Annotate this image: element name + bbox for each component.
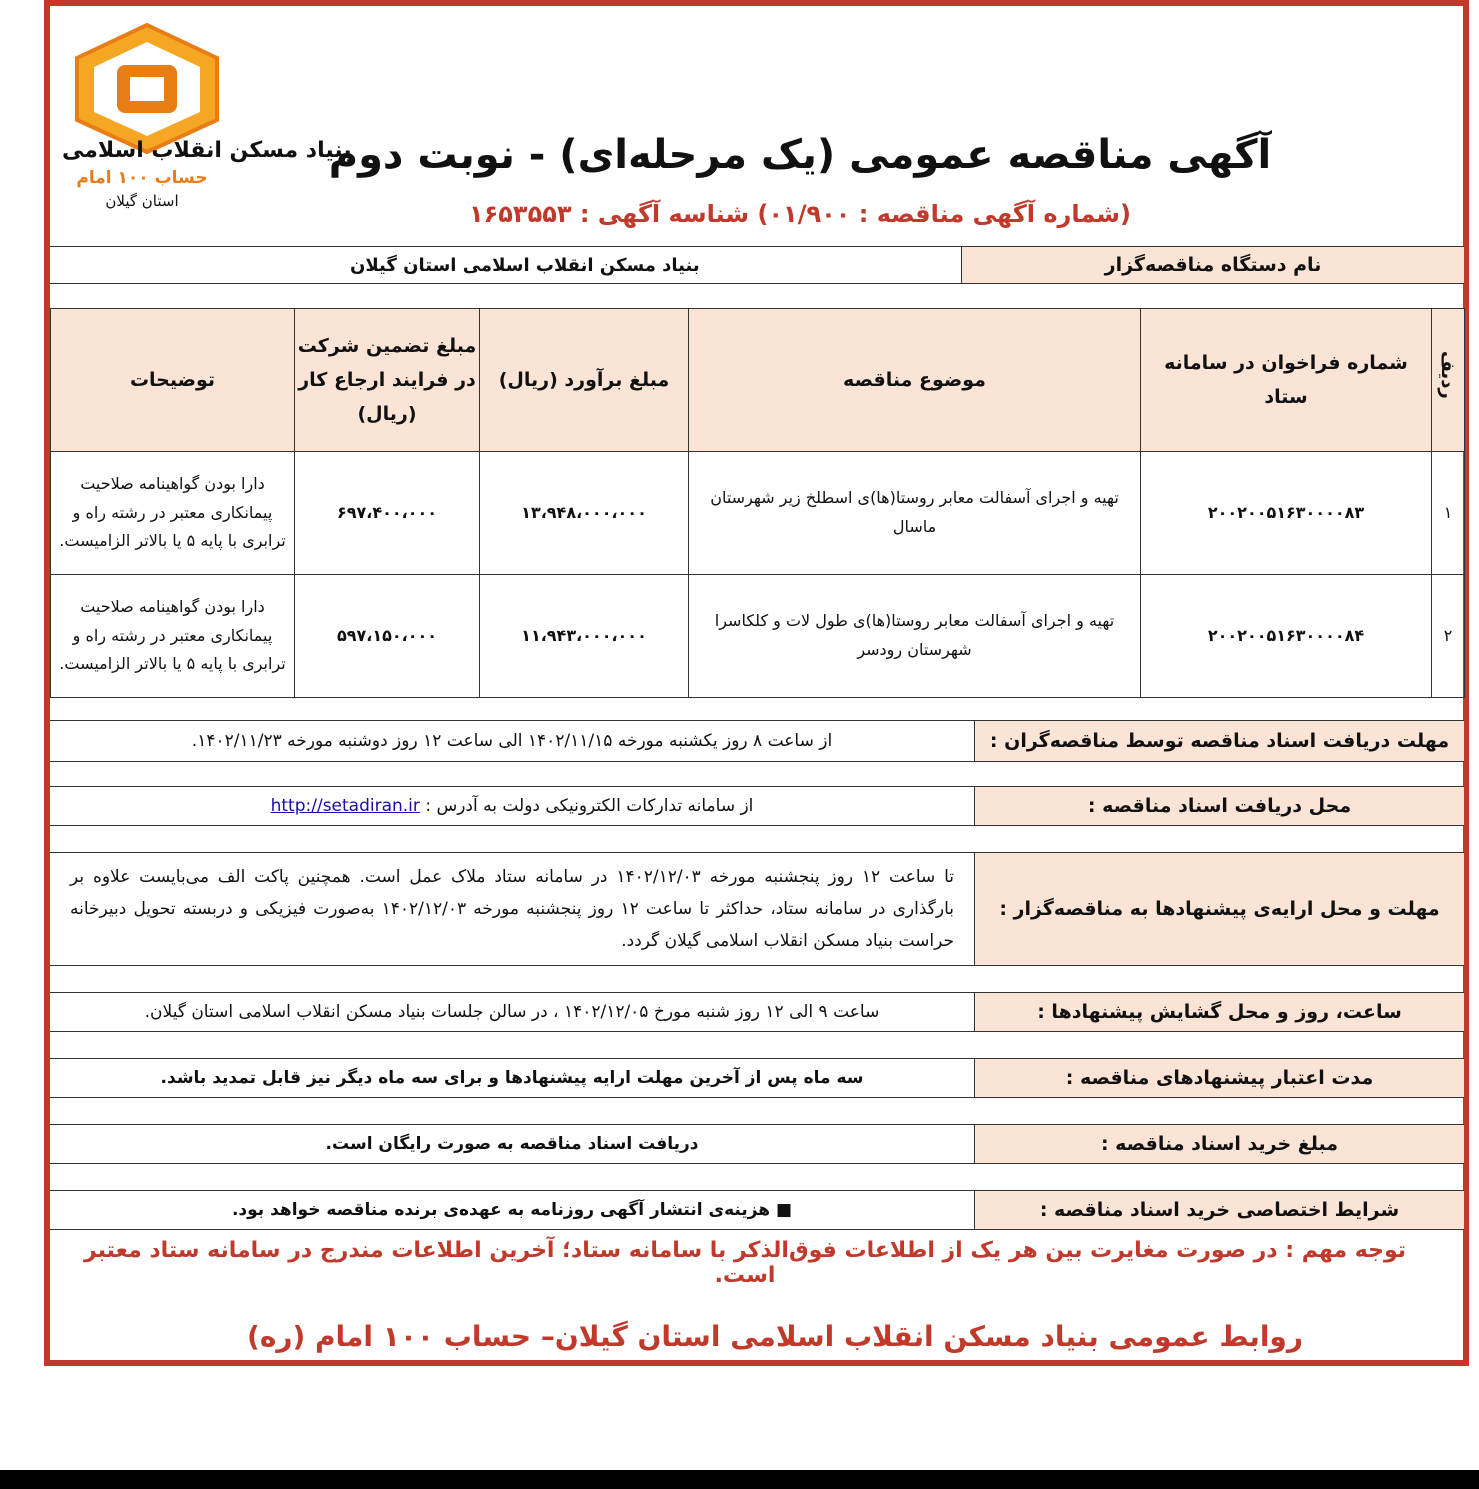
submit-row [50,852,1464,966]
conditions-label: شرایط اختصاصی خرید اسناد مناقصه : [974,1191,1464,1229]
footer-text: روابط عمومی بنیاد مسکن انقلاب اسلامی استان گیلان– حساب ۱۰۰ امام (ره) [247,1320,1303,1353]
header-notes: توضیحات [51,309,295,452]
price-row [50,1124,1464,1164]
header-call-no: شماره فراخوان در سامانه ستاد [1141,309,1432,452]
header-estimate: مبلغ برآورد (ریال) [480,309,689,452]
bottom-bar [0,1470,1479,1489]
header-guarantee: مبلغ تضمین شرکت در فرایند ارجاع کار (ریال) [295,309,480,452]
tender-table [50,308,1465,698]
header-subject: موضوع مناقصه [689,309,1141,452]
place-label: محل دریافت اسناد مناقصه : [974,787,1464,825]
page-title: آگهی مناقصه عمومی (یک مرحله‌ای) - نوبت دوم [328,132,1272,178]
conditions-value: ■ هزینه‌ی انتشار آگهی روزنامه به عهده‌ی برنده مناقصه خواهد بود. [231,1200,793,1220]
organizer-label: نام دستگاه مناقصه‌گزار [961,247,1464,283]
important-notice: توجه مهم : در صورت مغایرت بین هر یک از اطلاعات فوق‌الذکر با سامانه ستاد؛ آخرین اطلاعات مندرج در سامانه ستاد معتبر است. [84,1238,1406,1288]
place-value-wrap [50,787,974,825]
subject: تهیه و اجرای آسفالت معابر روستا(ها)ی طول لات و کلکاسرا شهرستان رودسر [689,575,1141,698]
setadiran-link[interactable]: http://setadiran.ir [270,796,420,816]
table-header-row [51,309,1465,452]
notes: دارا بودن گواهینامه صلاحیت پیمانکاری معتبر در رشته راه و ترابری با پایه ۵ یا بالاتر الزامیست. [51,575,295,698]
guarantee: ۵۹۷،۱۵۰،۰۰۰ [295,575,480,698]
deadline-value: از ساعت ۸ روز یکشنبه مورخه ۱۴۰۲/۱۱/۱۵ الی ساعت ۱۲ روز دوشنبه مورخه ۱۴۰۲/۱۱/۲۳. [191,731,833,751]
submit-label: مهلت و محل ارایه‌ی پیشنهادها به مناقصه‌گزار : [974,853,1464,965]
call-number: ۲۰۰۲۰۰۵۱۶۳۰۰۰۰۸۴ [1141,575,1432,698]
price-label: مبلغ خرید اسناد مناقصه : [974,1125,1464,1163]
validity-row [50,1058,1464,1098]
place-value: از سامانه تدارکات الکترونیکی دولت به آدرس : [425,796,754,816]
table-row [51,575,1465,698]
organizer-value: بنیاد مسکن انقلاب اسلامی استان گیلان [350,254,700,276]
validity-label: مدت اعتبار پیشنهادهای مناقصه : [974,1059,1464,1097]
notes: دارا بودن گواهینامه صلاحیت پیمانکاری معتبر در رشته راه و ترابری با پایه ۵ یا بالاتر الزامیست. [51,452,295,575]
opening-label: ساعت، روز و محل گشایش پیشنهادها : [974,993,1464,1031]
logo-line-2: حساب ۱۰۰ امام [76,168,208,188]
guarantee: ۶۹۷،۴۰۰،۰۰۰ [295,452,480,575]
organizer-row [50,246,1464,284]
deadline-row [50,720,1464,762]
estimate: ۱۳،۹۴۸،۰۰۰،۰۰۰ [480,452,689,575]
estimate: ۱۱،۹۴۳،۰۰۰،۰۰۰ [480,575,689,698]
header-row-no: ردیف [1432,309,1465,452]
subject: تهیه و اجرای آسفالت معابر روستا(ها)ی اسطلخ زیر شهرستان ماسال [689,452,1141,575]
logo-line-1: بنیاد مسکن انقلاب اسلامی [62,138,352,163]
opening-row [50,992,1464,1032]
call-number: ۲۰۰۲۰۰۵۱۶۳۰۰۰۰۸۳ [1141,452,1432,575]
logo-line-3: استان گیلان [105,192,179,210]
place-row [50,786,1464,826]
row-no: ۲ [1432,575,1465,698]
row-no: ۱ [1432,452,1465,575]
deadline-label: مهلت دریافت اسناد مناقصه توسط مناقصه‌گران : [974,721,1464,761]
validity-value: سه ماه پس از آخرین مهلت ارایه پیشنهادها و برای سه ماه دیگر نیز قابل تمدید باشد. [160,1068,864,1088]
submit-value: تا ساعت ۱۲ روز پنجشنبه مورخه ۱۴۰۲/۱۲/۰۳ در سامانه ستاد ملاک عمل است. همچنین پاکت الف می‌بایست علاوه بر بارگذاری در سامانه ستاد، حداکثر تا ساعت ۱۲ روز پنجشنبه مورخه ۱۴۰۲/۱۲/۰۳ به‌صورت فیزیکی و دربسته تحویل دبیرخانه حراست بنیاد مسکن انقلاب اسلامی گیلان گردد. [70,866,954,952]
price-value: دریافت اسناد مناقصه به صورت رایگان است. [325,1134,699,1154]
foundation-logo-icon [62,20,352,220]
page-subtitle: (شماره آگهی مناقصه : ۰۱/۹۰۰) شناسه آگهی : ۱۶۵۳۵۵۳ [468,200,1131,228]
opening-value: ساعت ۹ الی ۱۲ روز شنبه مورخ ۱۴۰۲/۱۲/۰۵ ، در سالن جلسات بنیاد مسکن انقلاب اسلامی استان گیلان. [144,1002,880,1022]
conditions-row [50,1190,1464,1230]
table-row [51,452,1465,575]
